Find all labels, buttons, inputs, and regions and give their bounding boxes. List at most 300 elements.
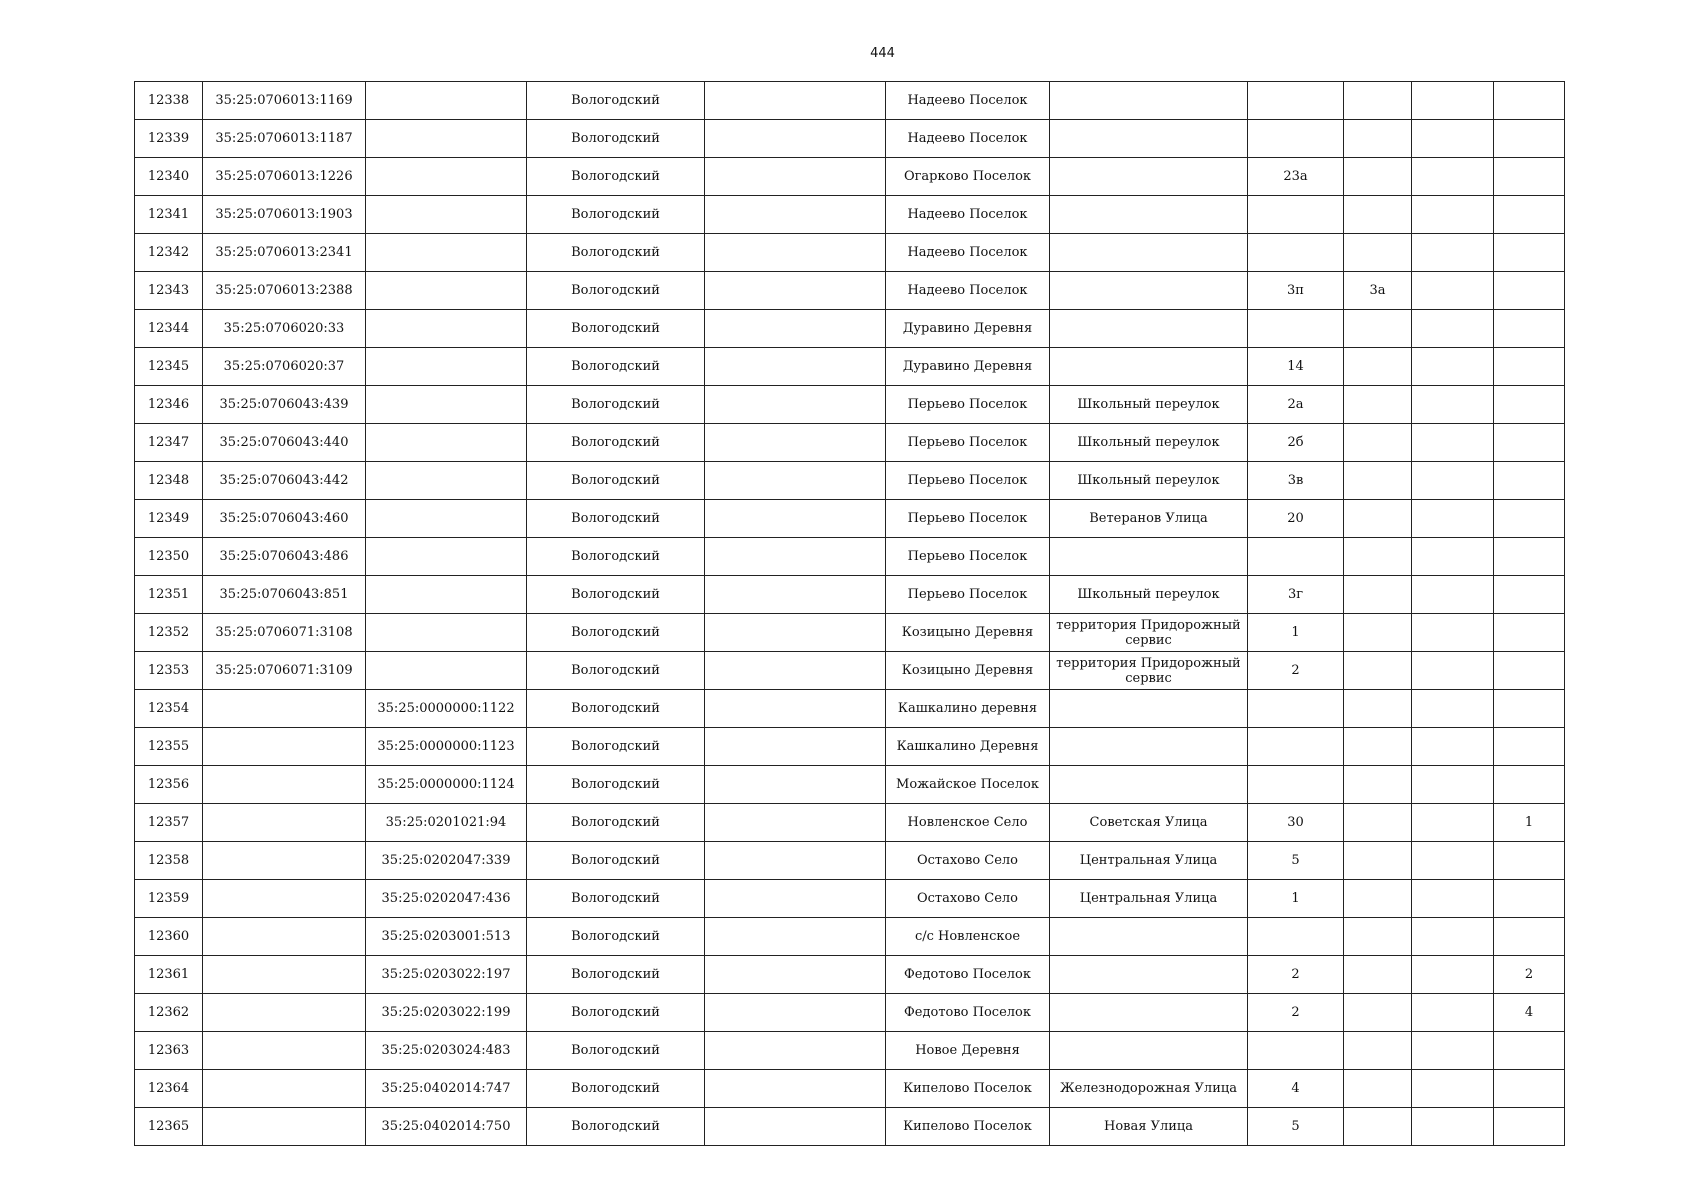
building-number-cell [1344,424,1412,462]
cadastral-number-cell [203,1070,366,1108]
parent-cadastral-number-cell [366,272,527,310]
house-number-cell: 2 [1248,652,1344,690]
table-row [135,196,1565,234]
settlement-municipality-cell [705,272,886,310]
cadastral-number-cell: 35:25:0706071:3109 [203,652,366,690]
locality-cell: Остахово Село [886,880,1050,918]
parent-cadastral-number-cell: 35:25:0203024:483 [366,1032,527,1070]
apartment-number-cell [1494,272,1565,310]
locality-cell: Кашкалино деревня [886,690,1050,728]
house-number-cell [1248,728,1344,766]
house-number-cell [1248,766,1344,804]
table-row [135,1032,1565,1070]
locality-cell: Надеево Поселок [886,196,1050,234]
cadastral-number-cell: 35:25:0706043:486 [203,538,366,576]
house-number-cell: 2 [1248,994,1344,1032]
table-row [135,804,1565,842]
building-number-cell [1344,842,1412,880]
record-number-cell: 12365 [135,1108,203,1146]
parent-cadastral-number-cell [366,538,527,576]
structure-number-cell [1412,310,1494,348]
apartment-number-cell [1494,500,1565,538]
cadastral-number-cell: 35:25:0706043:440 [203,424,366,462]
house-number-cell: 2б [1248,424,1344,462]
table-row [135,614,1565,652]
apartment-number-cell [1494,576,1565,614]
locality-cell: Остахово Село [886,842,1050,880]
street-cell [1050,956,1248,994]
record-number-cell: 12346 [135,386,203,424]
apartment-number-cell [1494,196,1565,234]
structure-number-cell [1412,386,1494,424]
district-cell: Вологодский [527,652,705,690]
table-row [135,728,1565,766]
house-number-cell: 1 [1248,880,1344,918]
apartment-number-cell [1494,462,1565,500]
table-row [135,766,1565,804]
district-cell: Вологодский [527,120,705,158]
apartment-number-cell [1494,158,1565,196]
record-number-cell: 12341 [135,196,203,234]
street-cell: территория Придорожный сервис [1050,652,1248,690]
record-number-cell: 12361 [135,956,203,994]
record-number-cell: 12347 [135,424,203,462]
structure-number-cell [1412,652,1494,690]
building-number-cell [1344,500,1412,538]
locality-cell: Перьево Поселок [886,500,1050,538]
house-number-cell [1248,1032,1344,1070]
parent-cadastral-number-cell [366,576,527,614]
apartment-number-cell [1494,652,1565,690]
parent-cadastral-number-cell: 35:25:0203001:513 [366,918,527,956]
parent-cadastral-number-cell [366,424,527,462]
cadastral-number-cell: 35:25:0706043:442 [203,462,366,500]
apartment-number-cell [1494,690,1565,728]
structure-number-cell [1412,842,1494,880]
registry-body [135,82,1565,1146]
building-number-cell [1344,576,1412,614]
building-number-cell [1344,310,1412,348]
house-number-cell: 4 [1248,1070,1344,1108]
street-cell [1050,196,1248,234]
table-row [135,576,1565,614]
district-cell: Вологодский [527,272,705,310]
street-cell [1050,234,1248,272]
cadastral-number-cell: 35:25:0706013:2341 [203,234,366,272]
table-row [135,310,1565,348]
apartment-number-cell [1494,918,1565,956]
settlement-municipality-cell [705,348,886,386]
locality-cell: Перьево Поселок [886,538,1050,576]
district-cell: Вологодский [527,1032,705,1070]
settlement-municipality-cell [705,196,886,234]
parent-cadastral-number-cell: 35:25:0000000:1122 [366,690,527,728]
building-number-cell: 3а [1344,272,1412,310]
settlement-municipality-cell [705,234,886,272]
district-cell: Вологодский [527,1070,705,1108]
settlement-municipality-cell [705,120,886,158]
building-number-cell [1344,196,1412,234]
district-cell: Вологодский [527,234,705,272]
street-cell: Железнодорожная Улица [1050,1070,1248,1108]
table-row [135,234,1565,272]
street-cell: Центральная Улица [1050,842,1248,880]
cadastral-number-cell: 35:25:0706020:37 [203,348,366,386]
apartment-number-cell [1494,348,1565,386]
settlement-municipality-cell [705,538,886,576]
structure-number-cell [1412,804,1494,842]
structure-number-cell [1412,956,1494,994]
house-number-cell [1248,690,1344,728]
table-row [135,120,1565,158]
settlement-municipality-cell [705,956,886,994]
record-number-cell: 12345 [135,348,203,386]
locality-cell: Кипелово Поселок [886,1070,1050,1108]
parent-cadastral-number-cell: 35:25:0203022:199 [366,994,527,1032]
apartment-number-cell: 1 [1494,804,1565,842]
parent-cadastral-number-cell: 35:25:0202047:436 [366,880,527,918]
locality-cell: Перьево Поселок [886,576,1050,614]
building-number-cell [1344,804,1412,842]
cadastral-number-cell: 35:25:0706013:1226 [203,158,366,196]
cadastral-number-cell: 35:25:0706043:439 [203,386,366,424]
street-cell: Центральная Улица [1050,880,1248,918]
district-cell: Вологодский [527,310,705,348]
building-number-cell [1344,1032,1412,1070]
structure-number-cell [1412,918,1494,956]
district-cell: Вологодский [527,956,705,994]
settlement-municipality-cell [705,842,886,880]
apartment-number-cell [1494,424,1565,462]
table-row [135,386,1565,424]
building-number-cell [1344,538,1412,576]
cadastral-number-cell [203,918,366,956]
district-cell: Вологодский [527,348,705,386]
street-cell [1050,918,1248,956]
parent-cadastral-number-cell: 35:25:0203022:197 [366,956,527,994]
apartment-number-cell [1494,120,1565,158]
street-cell: Школьный переулок [1050,424,1248,462]
house-number-cell: 3г [1248,576,1344,614]
locality-cell: Федотово Поселок [886,994,1050,1032]
settlement-municipality-cell [705,614,886,652]
house-number-cell: 3п [1248,272,1344,310]
district-cell: Вологодский [527,994,705,1032]
settlement-municipality-cell [705,1108,886,1146]
locality-cell: Дуравино Деревня [886,348,1050,386]
locality-cell: Надеево Поселок [886,234,1050,272]
structure-number-cell [1412,1108,1494,1146]
locality-cell: Перьево Поселок [886,462,1050,500]
record-number-cell: 12357 [135,804,203,842]
parent-cadastral-number-cell [366,386,527,424]
house-number-cell: 5 [1248,842,1344,880]
structure-number-cell [1412,424,1494,462]
table-row [135,690,1565,728]
locality-cell: Кашкалино Деревня [886,728,1050,766]
street-cell: Школьный переулок [1050,386,1248,424]
settlement-municipality-cell [705,1032,886,1070]
structure-number-cell [1412,538,1494,576]
settlement-municipality-cell [705,424,886,462]
locality-cell: Новое Деревня [886,1032,1050,1070]
table-row [135,880,1565,918]
settlement-municipality-cell [705,386,886,424]
cadastral-number-cell: 35:25:0706043:851 [203,576,366,614]
building-number-cell [1344,120,1412,158]
district-cell: Вологодский [527,196,705,234]
page-number: 444 [870,46,895,61]
cadastral-number-cell: 35:25:0706013:1169 [203,82,366,120]
settlement-municipality-cell [705,576,886,614]
parent-cadastral-number-cell: 35:25:0402014:747 [366,1070,527,1108]
table-row [135,82,1565,120]
street-cell: Ветеранов Улица [1050,500,1248,538]
table-row [135,272,1565,310]
apartment-number-cell [1494,386,1565,424]
building-number-cell [1344,386,1412,424]
record-number-cell: 12358 [135,842,203,880]
record-number-cell: 12362 [135,994,203,1032]
record-number-cell: 12351 [135,576,203,614]
apartment-number-cell [1494,234,1565,272]
apartment-number-cell [1494,1032,1565,1070]
parent-cadastral-number-cell [366,120,527,158]
locality-cell: Козицыно Деревня [886,652,1050,690]
record-number-cell: 12354 [135,690,203,728]
district-cell: Вологодский [527,880,705,918]
house-number-cell: 3в [1248,462,1344,500]
street-cell [1050,538,1248,576]
district-cell: Вологодский [527,766,705,804]
settlement-municipality-cell [705,158,886,196]
street-cell [1050,766,1248,804]
parent-cadastral-number-cell [366,652,527,690]
street-cell [1050,690,1248,728]
cadastral-number-cell [203,842,366,880]
cadastral-number-cell [203,690,366,728]
registry-table [134,81,1565,1146]
street-cell [1050,310,1248,348]
record-number-cell: 12338 [135,82,203,120]
record-number-cell: 12350 [135,538,203,576]
street-cell: Школьный переулок [1050,576,1248,614]
settlement-municipality-cell [705,652,886,690]
record-number-cell: 12343 [135,272,203,310]
house-number-cell [1248,918,1344,956]
house-number-cell [1248,196,1344,234]
house-number-cell [1248,234,1344,272]
street-cell: Советская Улица [1050,804,1248,842]
district-cell: Вологодский [527,538,705,576]
house-number-cell: 23а [1248,158,1344,196]
parent-cadastral-number-cell [366,234,527,272]
table-row [135,462,1565,500]
structure-number-cell [1412,272,1494,310]
record-number-cell: 12356 [135,766,203,804]
house-number-cell [1248,310,1344,348]
cadastral-number-cell [203,1032,366,1070]
district-cell: Вологодский [527,1108,705,1146]
apartment-number-cell [1494,82,1565,120]
locality-cell: Федотово Поселок [886,956,1050,994]
structure-number-cell [1412,1032,1494,1070]
street-cell: территория Придорожный сервис [1050,614,1248,652]
locality-cell: Надеево Поселок [886,82,1050,120]
apartment-number-cell: 2 [1494,956,1565,994]
record-number-cell: 12363 [135,1032,203,1070]
parent-cadastral-number-cell [366,82,527,120]
parent-cadastral-number-cell [366,310,527,348]
house-number-cell: 2 [1248,956,1344,994]
district-cell: Вологодский [527,918,705,956]
building-number-cell [1344,348,1412,386]
table-row [135,918,1565,956]
parent-cadastral-number-cell: 35:25:0201021:94 [366,804,527,842]
street-cell [1050,82,1248,120]
building-number-cell [1344,880,1412,918]
apartment-number-cell [1494,728,1565,766]
house-number-cell [1248,538,1344,576]
settlement-municipality-cell [705,690,886,728]
settlement-municipality-cell [705,994,886,1032]
apartment-number-cell [1494,538,1565,576]
street-cell [1050,1032,1248,1070]
street-cell [1050,272,1248,310]
street-cell [1050,728,1248,766]
house-number-cell: 2а [1248,386,1344,424]
table-row [135,348,1565,386]
structure-number-cell [1412,690,1494,728]
district-cell: Вологодский [527,804,705,842]
table-row [135,956,1565,994]
parent-cadastral-number-cell [366,348,527,386]
settlement-municipality-cell [705,804,886,842]
district-cell: Вологодский [527,158,705,196]
structure-number-cell [1412,994,1494,1032]
house-number-cell: 5 [1248,1108,1344,1146]
settlement-municipality-cell [705,500,886,538]
parent-cadastral-number-cell [366,196,527,234]
table-row [135,994,1565,1032]
structure-number-cell [1412,1070,1494,1108]
parent-cadastral-number-cell: 35:25:0402014:750 [366,1108,527,1146]
locality-cell: Козицыно Деревня [886,614,1050,652]
record-number-cell: 12348 [135,462,203,500]
locality-cell: Огарково Поселок [886,158,1050,196]
structure-number-cell [1412,234,1494,272]
apartment-number-cell [1494,310,1565,348]
street-cell [1050,994,1248,1032]
district-cell: Вологодский [527,576,705,614]
district-cell: Вологодский [527,614,705,652]
parent-cadastral-number-cell: 35:25:0000000:1124 [366,766,527,804]
house-number-cell: 14 [1248,348,1344,386]
cadastral-number-cell: 35:25:0706043:460 [203,500,366,538]
cadastral-number-cell [203,994,366,1032]
building-number-cell [1344,652,1412,690]
parent-cadastral-number-cell [366,500,527,538]
record-number-cell: 12364 [135,1070,203,1108]
structure-number-cell [1412,158,1494,196]
record-number-cell: 12359 [135,880,203,918]
record-number-cell: 12340 [135,158,203,196]
table-row [135,1108,1565,1146]
structure-number-cell [1412,82,1494,120]
apartment-number-cell [1494,842,1565,880]
apartment-number-cell [1494,1070,1565,1108]
structure-number-cell [1412,462,1494,500]
district-cell: Вологодский [527,842,705,880]
structure-number-cell [1412,196,1494,234]
street-cell: Школьный переулок [1050,462,1248,500]
settlement-municipality-cell [705,766,886,804]
building-number-cell [1344,614,1412,652]
structure-number-cell [1412,728,1494,766]
settlement-municipality-cell [705,880,886,918]
record-number-cell: 12344 [135,310,203,348]
table-row [135,652,1565,690]
cadastral-number-cell: 35:25:0706013:2388 [203,272,366,310]
building-number-cell [1344,918,1412,956]
street-cell [1050,348,1248,386]
building-number-cell [1344,462,1412,500]
district-cell: Вологодский [527,424,705,462]
table-row [135,424,1565,462]
apartment-number-cell: 4 [1494,994,1565,1032]
locality-cell: Надеево Поселок [886,120,1050,158]
table-row [135,158,1565,196]
table-row [135,1070,1565,1108]
street-cell [1050,120,1248,158]
district-cell: Вологодский [527,690,705,728]
cadastral-number-cell: 35:25:0706020:33 [203,310,366,348]
settlement-municipality-cell [705,1070,886,1108]
structure-number-cell [1412,120,1494,158]
table-row [135,842,1565,880]
building-number-cell [1344,234,1412,272]
cadastral-number-cell [203,880,366,918]
cadastral-number-cell [203,766,366,804]
building-number-cell [1344,1108,1412,1146]
structure-number-cell [1412,880,1494,918]
district-cell: Вологодский [527,82,705,120]
cadastral-number-cell [203,956,366,994]
settlement-municipality-cell [705,462,886,500]
structure-number-cell [1412,576,1494,614]
building-number-cell [1344,728,1412,766]
locality-cell: Надеево Поселок [886,272,1050,310]
apartment-number-cell [1494,766,1565,804]
record-number-cell: 12349 [135,500,203,538]
locality-cell: Кипелово Поселок [886,1108,1050,1146]
street-cell: Новая Улица [1050,1108,1248,1146]
record-number-cell: 12342 [135,234,203,272]
district-cell: Вологодский [527,386,705,424]
record-number-cell: 12352 [135,614,203,652]
record-number-cell: 12339 [135,120,203,158]
structure-number-cell [1412,500,1494,538]
settlement-municipality-cell [705,310,886,348]
house-number-cell [1248,120,1344,158]
apartment-number-cell [1494,880,1565,918]
district-cell: Вологодский [527,462,705,500]
cadastral-number-cell: 35:25:0706013:1187 [203,120,366,158]
street-cell [1050,158,1248,196]
apartment-number-cell [1494,1108,1565,1146]
building-number-cell [1344,766,1412,804]
locality-cell: с/с Новленское [886,918,1050,956]
